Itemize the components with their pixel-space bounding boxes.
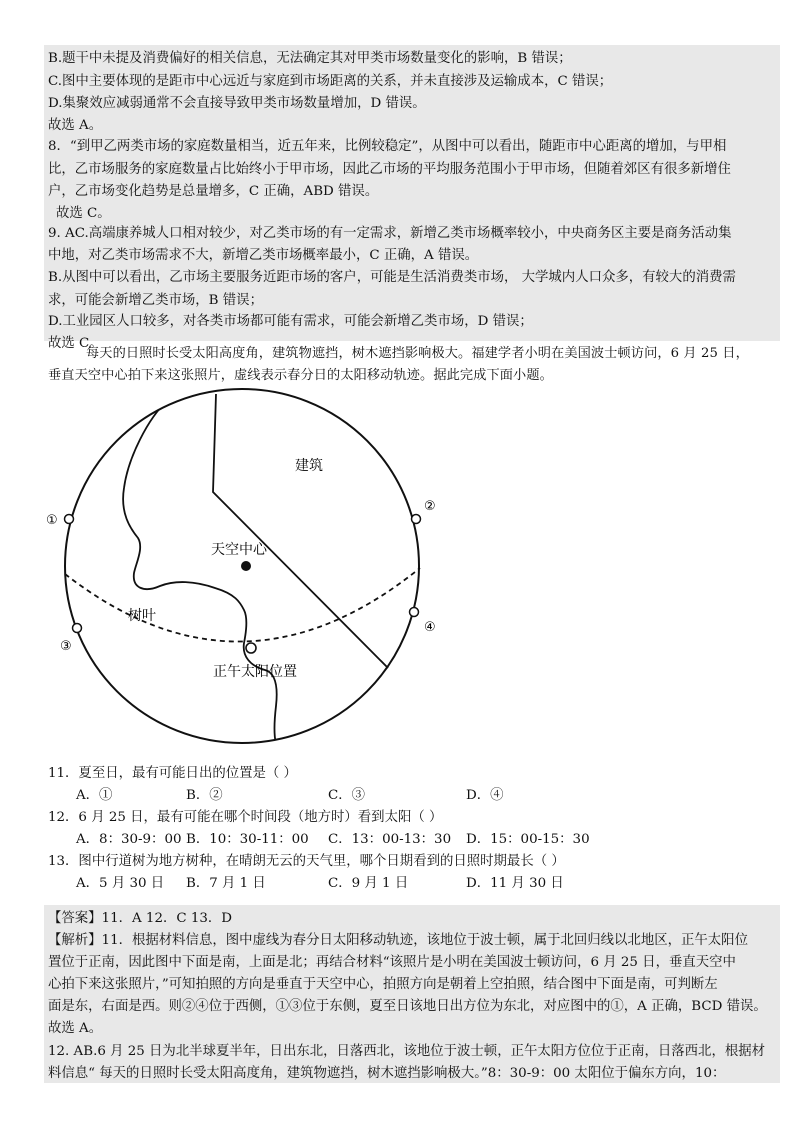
marker-4-label: ④ bbox=[424, 620, 436, 635]
building-label: 建筑 bbox=[295, 458, 323, 474]
tree-outline bbox=[123, 400, 277, 744]
explanation-line: D.工业园区人口较多，对各类市场都可能有需求，可能会新增乙类市场，D 错误； bbox=[48, 314, 533, 329]
option-d: D．11 月 30 日 bbox=[466, 876, 564, 891]
explanation-line: 户，乙市场变化趋势是总量增多，C 正确，ABD 错误。 bbox=[48, 184, 379, 199]
analysis-line: 置位于正南，因此图中下面是南，上面是北；再结合材料“该照片是小明在美国波士顿访问，6 月 25 日，垂直天空中 bbox=[48, 955, 736, 970]
analysis-line: 面是东，右面是西。则②④位于西侧，①③位于东侧，夏至日该地日出方位为东北，对应图中的①，A 正确，BCD 错误。 bbox=[48, 999, 767, 1014]
explanation-line: 8．“到甲乙两类市场的家庭数量相当，近五年来，比例较稳定”，从图中可以看出，随距市中心距离的增加，与甲相 bbox=[48, 139, 727, 154]
option-c: C．13：00-13：30 bbox=[328, 832, 452, 847]
option-b: B．② bbox=[186, 788, 223, 803]
option-c: C．9 月 1 日 bbox=[328, 876, 409, 891]
marker-2-point bbox=[412, 515, 421, 524]
explanation-line: 故选 C。 bbox=[48, 336, 103, 351]
option-b: B．7 月 1 日 bbox=[186, 876, 266, 891]
analysis-line: 故选 A。 bbox=[48, 1021, 103, 1036]
option-a: A．8：30-9：00 bbox=[76, 832, 182, 847]
explanation-line: B.题干中未提及消费偏好的相关信息，无法确定其对甲类市场数量变化的影响，B 错误； bbox=[48, 51, 572, 66]
noon-sun-label: 正午太阳位置 bbox=[213, 664, 297, 680]
analysis-line: 【答案】11．A 12．C 13．D bbox=[48, 911, 233, 926]
explanation-line: C.图中主要体现的是距市中心远近与家庭到市场距离的关系，并未直接涉及运输成本，C 错误； bbox=[48, 74, 613, 89]
marker-1-point bbox=[65, 515, 74, 524]
option-c: C．③ bbox=[328, 788, 366, 803]
marker-3-point bbox=[73, 624, 82, 633]
analysis-line: 12. AB.6 月 25 日为北半球夏半年，日出东北，日落西北，该地位于波士顿，正午太阳方位位于正南，日落西北，根据材 bbox=[48, 1044, 766, 1059]
option-a: A．5 月 30 日 bbox=[76, 876, 165, 891]
option-a: A．① bbox=[76, 788, 113, 803]
zenith-dot bbox=[241, 561, 251, 571]
marker-2-label: ② bbox=[424, 499, 436, 514]
passage-line-1: 每天的日照时长受太阳高度角，建筑物遮挡，树木遮挡影响极大。福建学者小明在美国波士顿访问，6 月 25 日， bbox=[86, 346, 749, 361]
passage-line-2: 垂直天空中心拍下来这张照片，虚线表示春分日的太阳移动轨迹。据此完成下面小题。 bbox=[48, 368, 553, 383]
question-stem: 13．图中行道树为地方树种，在晴朗无云的天气里，哪个日期看到的日照时期最长（ ） bbox=[48, 854, 565, 869]
explanation-line: 故选 C。 bbox=[56, 206, 111, 221]
option-d: D．15：00-15：30 bbox=[466, 832, 590, 847]
question-stem: 12．6 月 25 日，最有可能在哪个时间段（地方时）看到太阳（ ） bbox=[48, 810, 443, 825]
option-d: D．④ bbox=[466, 788, 504, 803]
explanation-line: 中地，对乙类市场需求不大，新增乙类市场概率最小，C 正确，A 错误。 bbox=[48, 248, 479, 263]
equinox-sun-path bbox=[65, 568, 420, 642]
question-stem: 11．夏至日，最有可能日出的位置是（ ） bbox=[48, 766, 297, 781]
option-b: B．10：30-11：00 bbox=[186, 832, 309, 847]
noon-sun-marker bbox=[246, 643, 256, 653]
explanation-line: B.从图中可以看出，乙市场主要服务近距市场的客户，可能是生活消费类市场， 大学城内人口众多，有较大的消费需 bbox=[48, 270, 736, 285]
analysis-line: 【解析】11．根据材料信息，图中虚线为春分日太阳移动轨迹，该地位于波士顿，属于北回归线以北地区，正午太阳位 bbox=[48, 933, 748, 948]
analysis-line: 心拍下来这张照片，”可知拍照的方向是垂直于天空中心，拍照方向是朝着上空拍照，结合图中下面是南，可判断左 bbox=[48, 977, 718, 992]
explanation-line: 故选 A。 bbox=[48, 118, 103, 133]
trees-label: 树叶 bbox=[128, 608, 156, 624]
marker-1-label: ① bbox=[46, 513, 58, 528]
explanation-line: 比，乙市场服务的家庭数量占比始终小于甲市场，因此乙市场的平均服务范围小于甲市场，但随着郊区有很多新增住 bbox=[48, 162, 731, 177]
explanation-line: D.集聚效应减弱通常不会直接导致甲类市场数量增加，D 错误。 bbox=[48, 96, 426, 111]
marker-3-label: ③ bbox=[60, 639, 72, 654]
analysis-line: 料信息“ 每天的日照时长受太阳高度角，建筑物遮挡，树木遮挡影响极大。”8：30-9：00 太阳位于偏东方向，10： bbox=[48, 1066, 726, 1081]
marker-4-point bbox=[410, 608, 419, 617]
zenith-label: 天空中心 bbox=[211, 542, 267, 558]
explanation-line: 求，可能会新增乙类市场，B 错误； bbox=[48, 293, 263, 308]
sky-photo-diagram bbox=[40, 388, 460, 758]
explanation-line: 9. AC.高端康养城人口相对较少，对乙类市场的有一定需求，新增乙类市场概率较小，中央商务区主要是商务活动集 bbox=[48, 226, 732, 241]
